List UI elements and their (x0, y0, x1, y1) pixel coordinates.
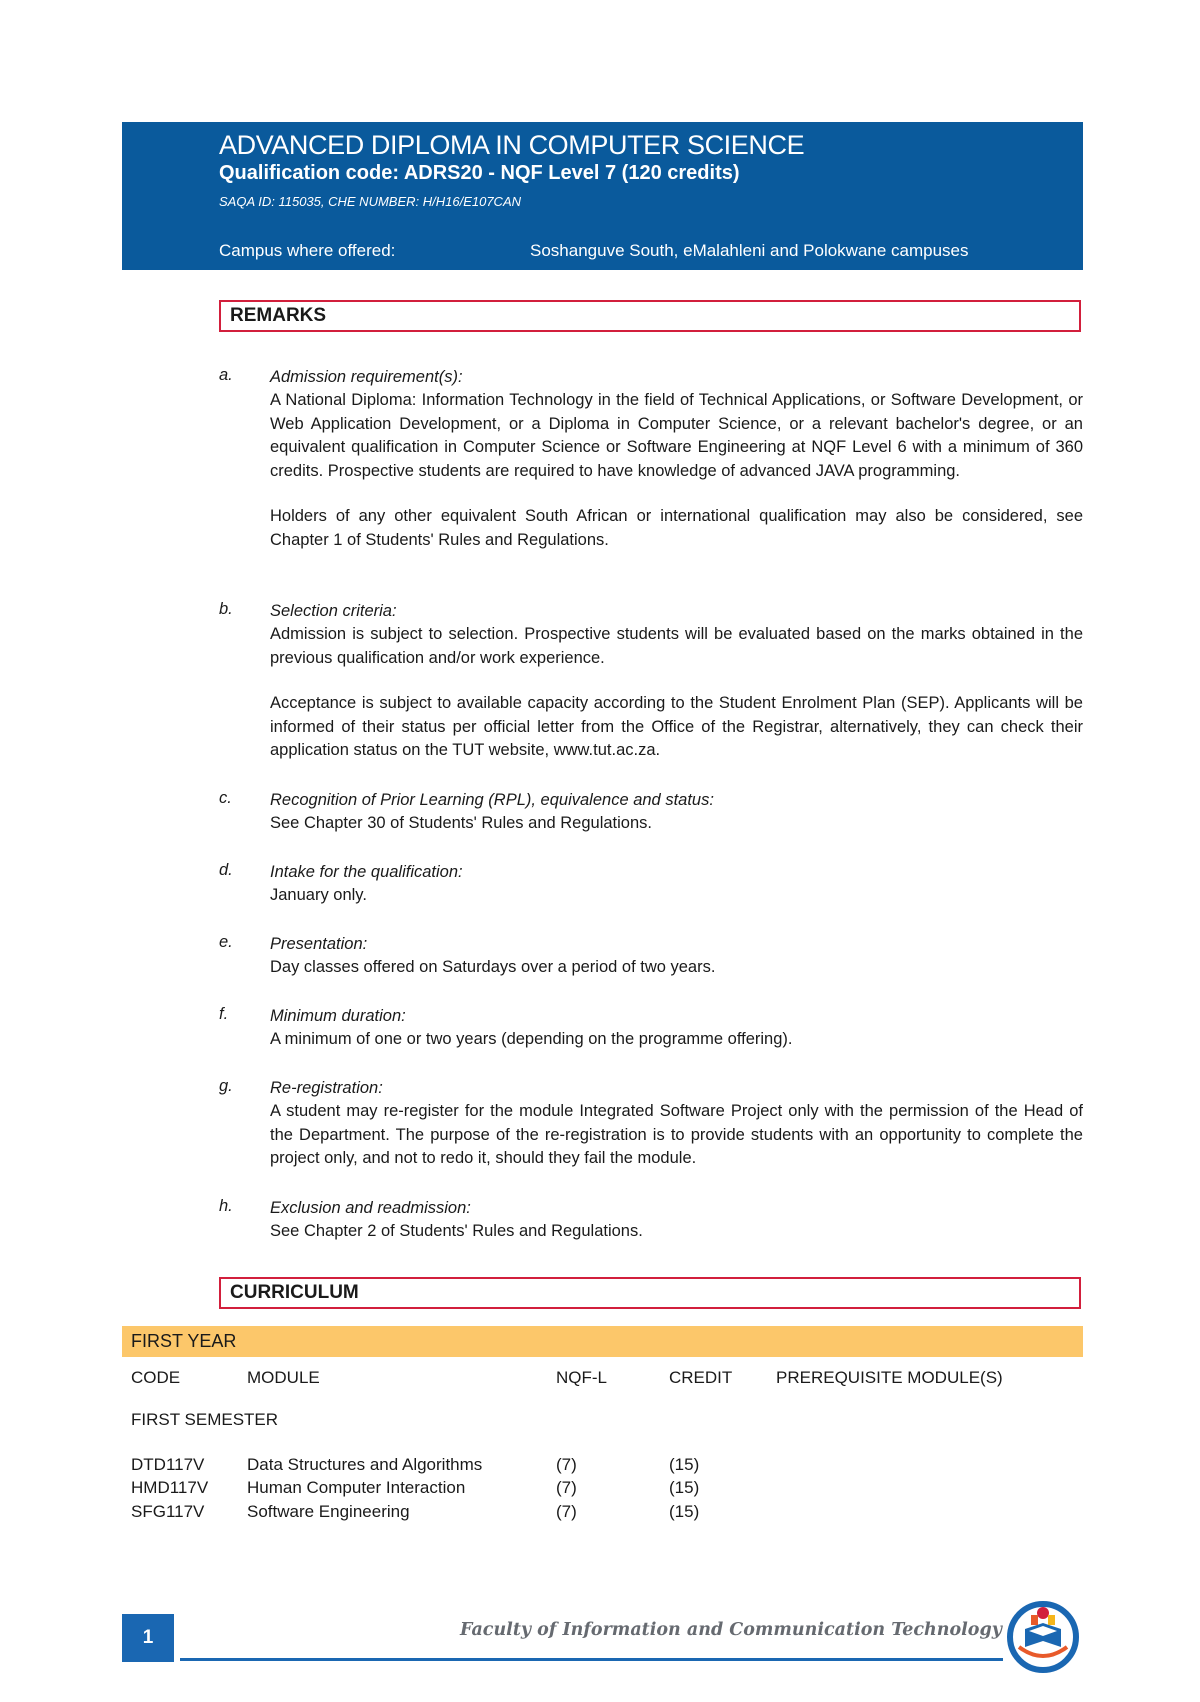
module-code: DTD117V (131, 1455, 205, 1474)
remark-title: Minimum duration: (270, 1007, 406, 1025)
qualification-header (122, 122, 1083, 270)
remark-paragraph: Holders of any other equivalent South African or international qualification may also be considered, see Chapter 1 of Students' Rules and Regulations. (270, 507, 1083, 549)
module-code: SFG117V (131, 1502, 205, 1521)
remark-letter: f. (219, 1005, 229, 1023)
module-credit: (15) (669, 1502, 700, 1521)
remark-item (219, 1005, 1083, 1052)
qualification-title: ADVANCED DIPLOMA IN COMPUTER SCIENCE (219, 130, 805, 160)
remark-title: Exclusion and readmission: (270, 1199, 471, 1217)
module-name: Human Computer Interaction (247, 1478, 466, 1497)
remark-paragraph: January only. (270, 886, 367, 904)
page-number: 1 (122, 1614, 174, 1662)
module-name: Software Engineering (247, 1502, 410, 1521)
module-code: HMD117V (131, 1478, 209, 1497)
remarks-heading: REMARKS (219, 300, 1081, 332)
column-header-nqf: NQF-L (556, 1368, 607, 1387)
faculty-name: Faculty of Information and Communication Technology (460, 1620, 1002, 1640)
university-logo-icon (1003, 1595, 1083, 1675)
column-header-prerequisite: PREREQUISITE MODULE(S) (776, 1368, 1003, 1387)
curriculum-heading: CURRICULUM (219, 1277, 1081, 1309)
module-name: Data Structures and Algorithms (247, 1455, 483, 1474)
remark-letter: e. (219, 933, 233, 951)
saqa-che-number: SAQA ID: 115035, CHE NUMBER: H/H16/E107CAN (219, 194, 522, 209)
remark-title: Re-registration: (270, 1079, 383, 1097)
remark-paragraph: See Chapter 2 of Students' Rules and Regulations. (270, 1222, 643, 1240)
remark-item (219, 933, 1083, 980)
remark-item (219, 1197, 1083, 1244)
remark-paragraph: Acceptance is subject to available capacity according to the Student Enrolment Plan (SEP). Applicants will be informed of their status per official letter from the Office of the Registrar, alternatively, they can check their application status on the TUT website, www.tut.ac.za. (270, 694, 1083, 759)
module-nqf: (7) (556, 1478, 577, 1497)
remark-item (219, 366, 1083, 552)
remark-letter: a. (219, 366, 233, 384)
remark-paragraph: A National Diploma: Information Technology in the field of Technical Applications, or Software Development, or Web Application Development, or a Diploma in Computer Science, or a relevant bachelor's degree, or an equivalent qualification in Computer Science or Software Engineering at NQF Level 6 with a minimum of 360 credits. Prospective students are required to have knowledge of advanced JAVA programming. (270, 391, 1083, 480)
remark-letter: g. (219, 1077, 233, 1095)
remark-paragraph: See Chapter 30 of Students' Rules and Regulations. (270, 814, 652, 832)
module-nqf: (7) (556, 1455, 577, 1474)
remark-letter: b. (219, 600, 233, 618)
remark-paragraph: Day classes offered on Saturdays over a period of two years. (270, 958, 716, 976)
qualification-code: Qualification code: ADRS20 - NQF Level 7 (120 credits) (219, 162, 740, 184)
remark-title: Intake for the qualification: (270, 863, 463, 881)
remark-title: Presentation: (270, 935, 368, 953)
column-header-module: MODULE (247, 1368, 320, 1387)
remark-paragraph: Admission is subject to selection. Prospective students will be evaluated based on the marks obtained in the previous qualification and/or work experience. (270, 625, 1083, 667)
column-header-code: CODE (131, 1368, 181, 1387)
module-nqf: (7) (556, 1502, 577, 1521)
remark-letter: d. (219, 861, 233, 879)
module-credit: (15) (669, 1478, 700, 1497)
remark-paragraph: A minimum of one or two years (depending on the programme offering). (270, 1030, 793, 1048)
year-band: FIRST YEAR (122, 1326, 1083, 1357)
remark-item (219, 789, 1083, 836)
remark-paragraph: A student may re-register for the module Integrated Software Project only with the permission of the Head of the Department. The purpose of the re-registration is to provide students with an opportunity to complete the project only, and not to redo it, should they fail the module. (270, 1102, 1083, 1167)
remark-letter: c. (219, 789, 232, 807)
campus-value: Soshanguve South, eMalahleni and Polokwane campuses (530, 241, 969, 260)
remark-item (219, 861, 1083, 908)
footer-divider (180, 1658, 1003, 1661)
column-header-credit: CREDIT (669, 1368, 733, 1387)
remark-item (219, 600, 1083, 763)
remark-title: Admission requirement(s): (270, 368, 463, 386)
remark-letter: h. (219, 1197, 233, 1215)
remark-title: Selection criteria: (270, 602, 397, 620)
remark-item (219, 1077, 1083, 1171)
semester-label: FIRST SEMESTER (131, 1410, 279, 1429)
remark-title: Recognition of Prior Learning (RPL), equivalence and status: (270, 791, 714, 809)
campus-label: Campus where offered: (219, 241, 396, 260)
module-credit: (15) (669, 1455, 700, 1474)
